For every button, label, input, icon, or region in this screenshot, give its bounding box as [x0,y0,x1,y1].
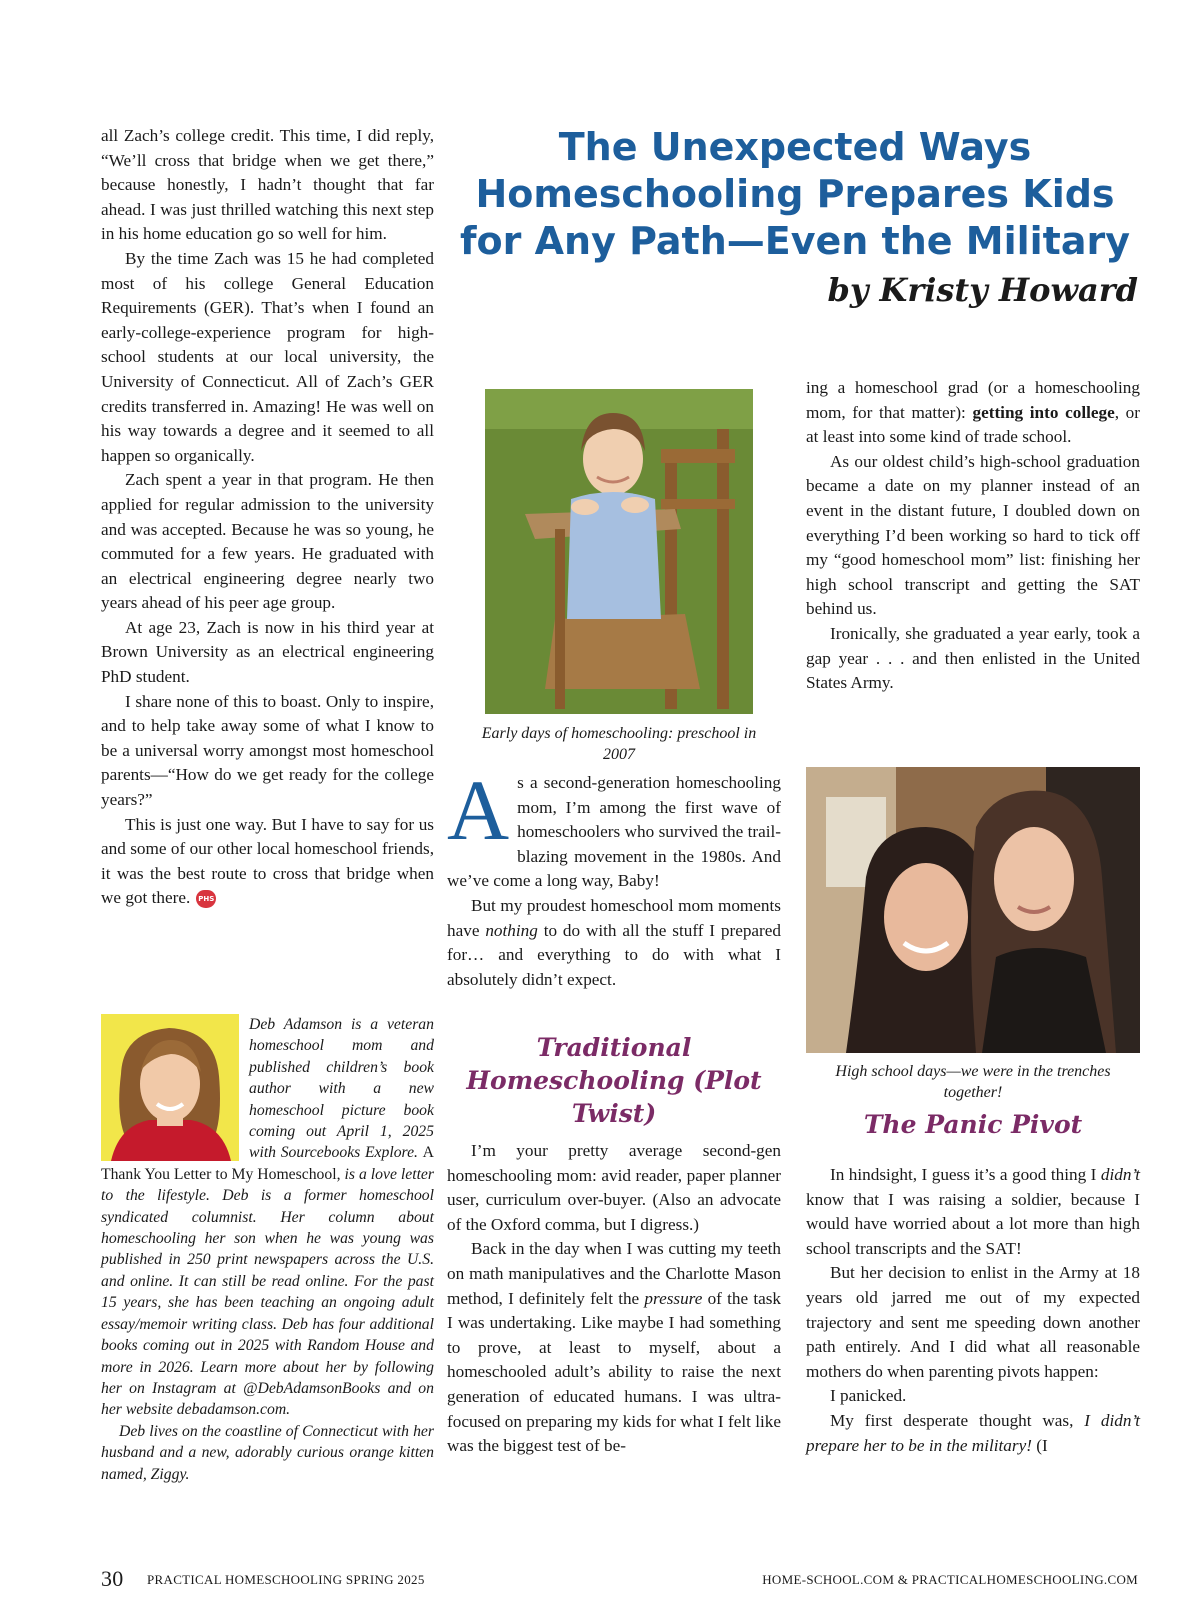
emphasis: didn’t [1100,1165,1141,1184]
paragraph: I’m your pretty average second-gen homeschooling mom: avid reader, paper planner user, curriculum over-buyer. (Also an advocate of the Oxford comma, but I digress.) [447,1141,781,1234]
paragraph-text: know that I was raising a soldier, because I would have worried about a lot more than high school transcripts and the SAT! [806,1189,1140,1258]
emphasis: nothing [485,920,538,940]
paragraph-text: (I [1036,1435,1048,1455]
emphasis-bold: getting into college [972,402,1115,422]
article-byline: by Kristy Howard [827,271,1138,309]
child-at-desk-icon [485,389,753,714]
author-photo [101,1014,239,1161]
middle-column [447,762,782,992]
paragraph: Ironically, she graduated a year early, took a gap year . . . and then enlisted in the United States Army. [806,623,1140,693]
paragraph: Zach spent a year in that program. He then applied for regular admission to the university and was accepted. Because he was so young, he commuted for a few years. He graduated with an electrical engineering degree nearly two years ahead of his peer age group. [101,470,434,613]
section-heading: The Panic Pivot [863,1110,1083,1139]
paragraph [101,813,434,911]
left-column [101,124,434,911]
drop-cap: A [447,762,510,858]
paragraph-text: s a second-generation homeschooling mom, I’m among the first wave of homeschoolers who survived the trail-blazing movement in the 1980s. And we’ve come a long way, Baby! [447,773,781,891]
paragraph: all Zach’s college credit. This time, I did reply, “We’ll cross that bridge when we get there,” because honestly, I hadn’t thought that far ahead. I was just thrilled watching this next step in his home education go so well for him. [101,126,434,244]
bio-text: is a love letter to the lifestyle. Deb is a former homeschool syndicated columnist. Her column about homeschooling her son when he was young was published in 250 print newspapers across the U.S. and online. It can still be read online. For the past 15 years, she has been teaching an ongoing adult essay/memoir writing class. Deb has four additional books coming out in 2025 with Random House and more in 2026. Learn more about her by following her on Instagram at @DebAdamsonBooks and on her website debadamson.com. [101,1165,434,1419]
bio-text: Deb Adamson is a veteran homeschool mom and published children’s book author with a new homeschool picture book coming out April 1, 2025 with Sourcebooks Explore. [249,1016,434,1162]
right-column-lower [806,1163,1140,1458]
website-url: HOME-SCHOOL.COM & PRACTICALHOMESCHOOLING.COM [762,1572,1138,1587]
selfie-icon [806,767,1140,1053]
paragraph [447,762,781,894]
paragraph-text: of the task I was undertaking. Like maybe I had something to prove, at least to myself, about a homeschooled adult’s ability to raise the next generation of educated humans. I was ultra-focused on preparing my kids for what I felt like was the biggest test of be- [447,1288,782,1456]
preschool-photo [485,389,753,714]
end-of-article-badge-icon: PHS [196,890,216,908]
paragraph [447,894,781,992]
photo-caption: High school days—we were in the trenches together! [835,1063,1111,1101]
paragraph [806,1163,1140,1261]
paragraph-text: But my proudest homeschool mom moments have [447,895,781,940]
woman-portrait-icon [101,1014,239,1161]
right-column [806,376,1140,696]
paragraph [447,1237,781,1458]
section-heading: Traditional Homeschooling (Plot Twist) [466,1033,762,1128]
paragraph-text: to do with all the stuff I prepared for… and everything to do with what I absolutely didn’t expect. [447,920,782,989]
paragraph-text: , or at least into some kind of trade school. [806,402,1140,447]
paragraph: As our oldest child’s high-school graduation became a date on my planner instead of an event in the distant future, I doubled down on everything I’d been working so hard to tick off my “good homeschool mom” list: finishing her high school transcript and getting the SAT behind us. [806,451,1140,619]
paragraph: I share none of this to boast. Only to inspire, and to help take away some of what I know to be a universal worry amongst most homeschool parents—“How do we get ready for the college years?” [101,691,434,810]
paragraph-text: This is just one way. But I have to say for us and some of our other local homeschool friends, it was the best route to cross that bridge when we got there. [101,814,434,908]
paragraph-text: Back in the day when I was cutting my teeth on math manipulatives and the Charlotte Mason method, I definitely felt the [447,1239,781,1308]
article-headline: The Unexpected Ways Homeschooling Prepares Kids for Any Path—Even the Military [460,125,1130,263]
paragraph [806,1409,1140,1458]
paragraph: At age 23, Zach is now in his third year at Brown University as an electrical engineering PhD student. [101,617,434,687]
book-title: A Thank You Letter to My Homeschool, [101,1144,434,1183]
paragraph: By the time Zach was 15 he had completed most of his college General Education Requirements (GER). That’s when I found an early-college-experience program for high-school students at our local university, the University of Connecticut. All of Zach’s GER credits transferred in. Amazing! He was well on his way towards a degree and it seemed to all happen so organically. [101,248,434,465]
paragraph [806,376,1140,450]
paragraph-text: In hindsight, I guess it’s a good thing I [830,1165,1097,1184]
photo-caption: Early days of homeschooling: preschool in 2007 [481,725,757,763]
middle-column-lower [447,1139,781,1459]
mother-daughter-photo [806,767,1140,1053]
bio-paragraph: Deb lives on the coastline of Connecticut with her husband and a new, adorably curious orange kitten named, Ziggy. [101,1422,434,1483]
paragraph: But her decision to enlist in the Army at 18 years old jarred me out of my expected trajectory and sent me speeding down another path entirely. And I did what all reasonable mothers do when parenting pivots happen: [806,1263,1140,1381]
paragraph-text: ing a homeschool grad (or a homeschooling mom, for that matter): [806,378,1140,422]
emphasis: I didn’t prepare her to be in the military! [806,1410,1141,1455]
paragraph-text: My first desperate thought was, [830,1410,1074,1430]
paragraph: I panicked. [830,1386,907,1406]
emphasis: pressure [644,1288,703,1308]
publication-name: PRACTICAL HOMESCHOOLING SPRING 2025 [147,1572,425,1587]
page-number: 30 [101,1566,124,1591]
